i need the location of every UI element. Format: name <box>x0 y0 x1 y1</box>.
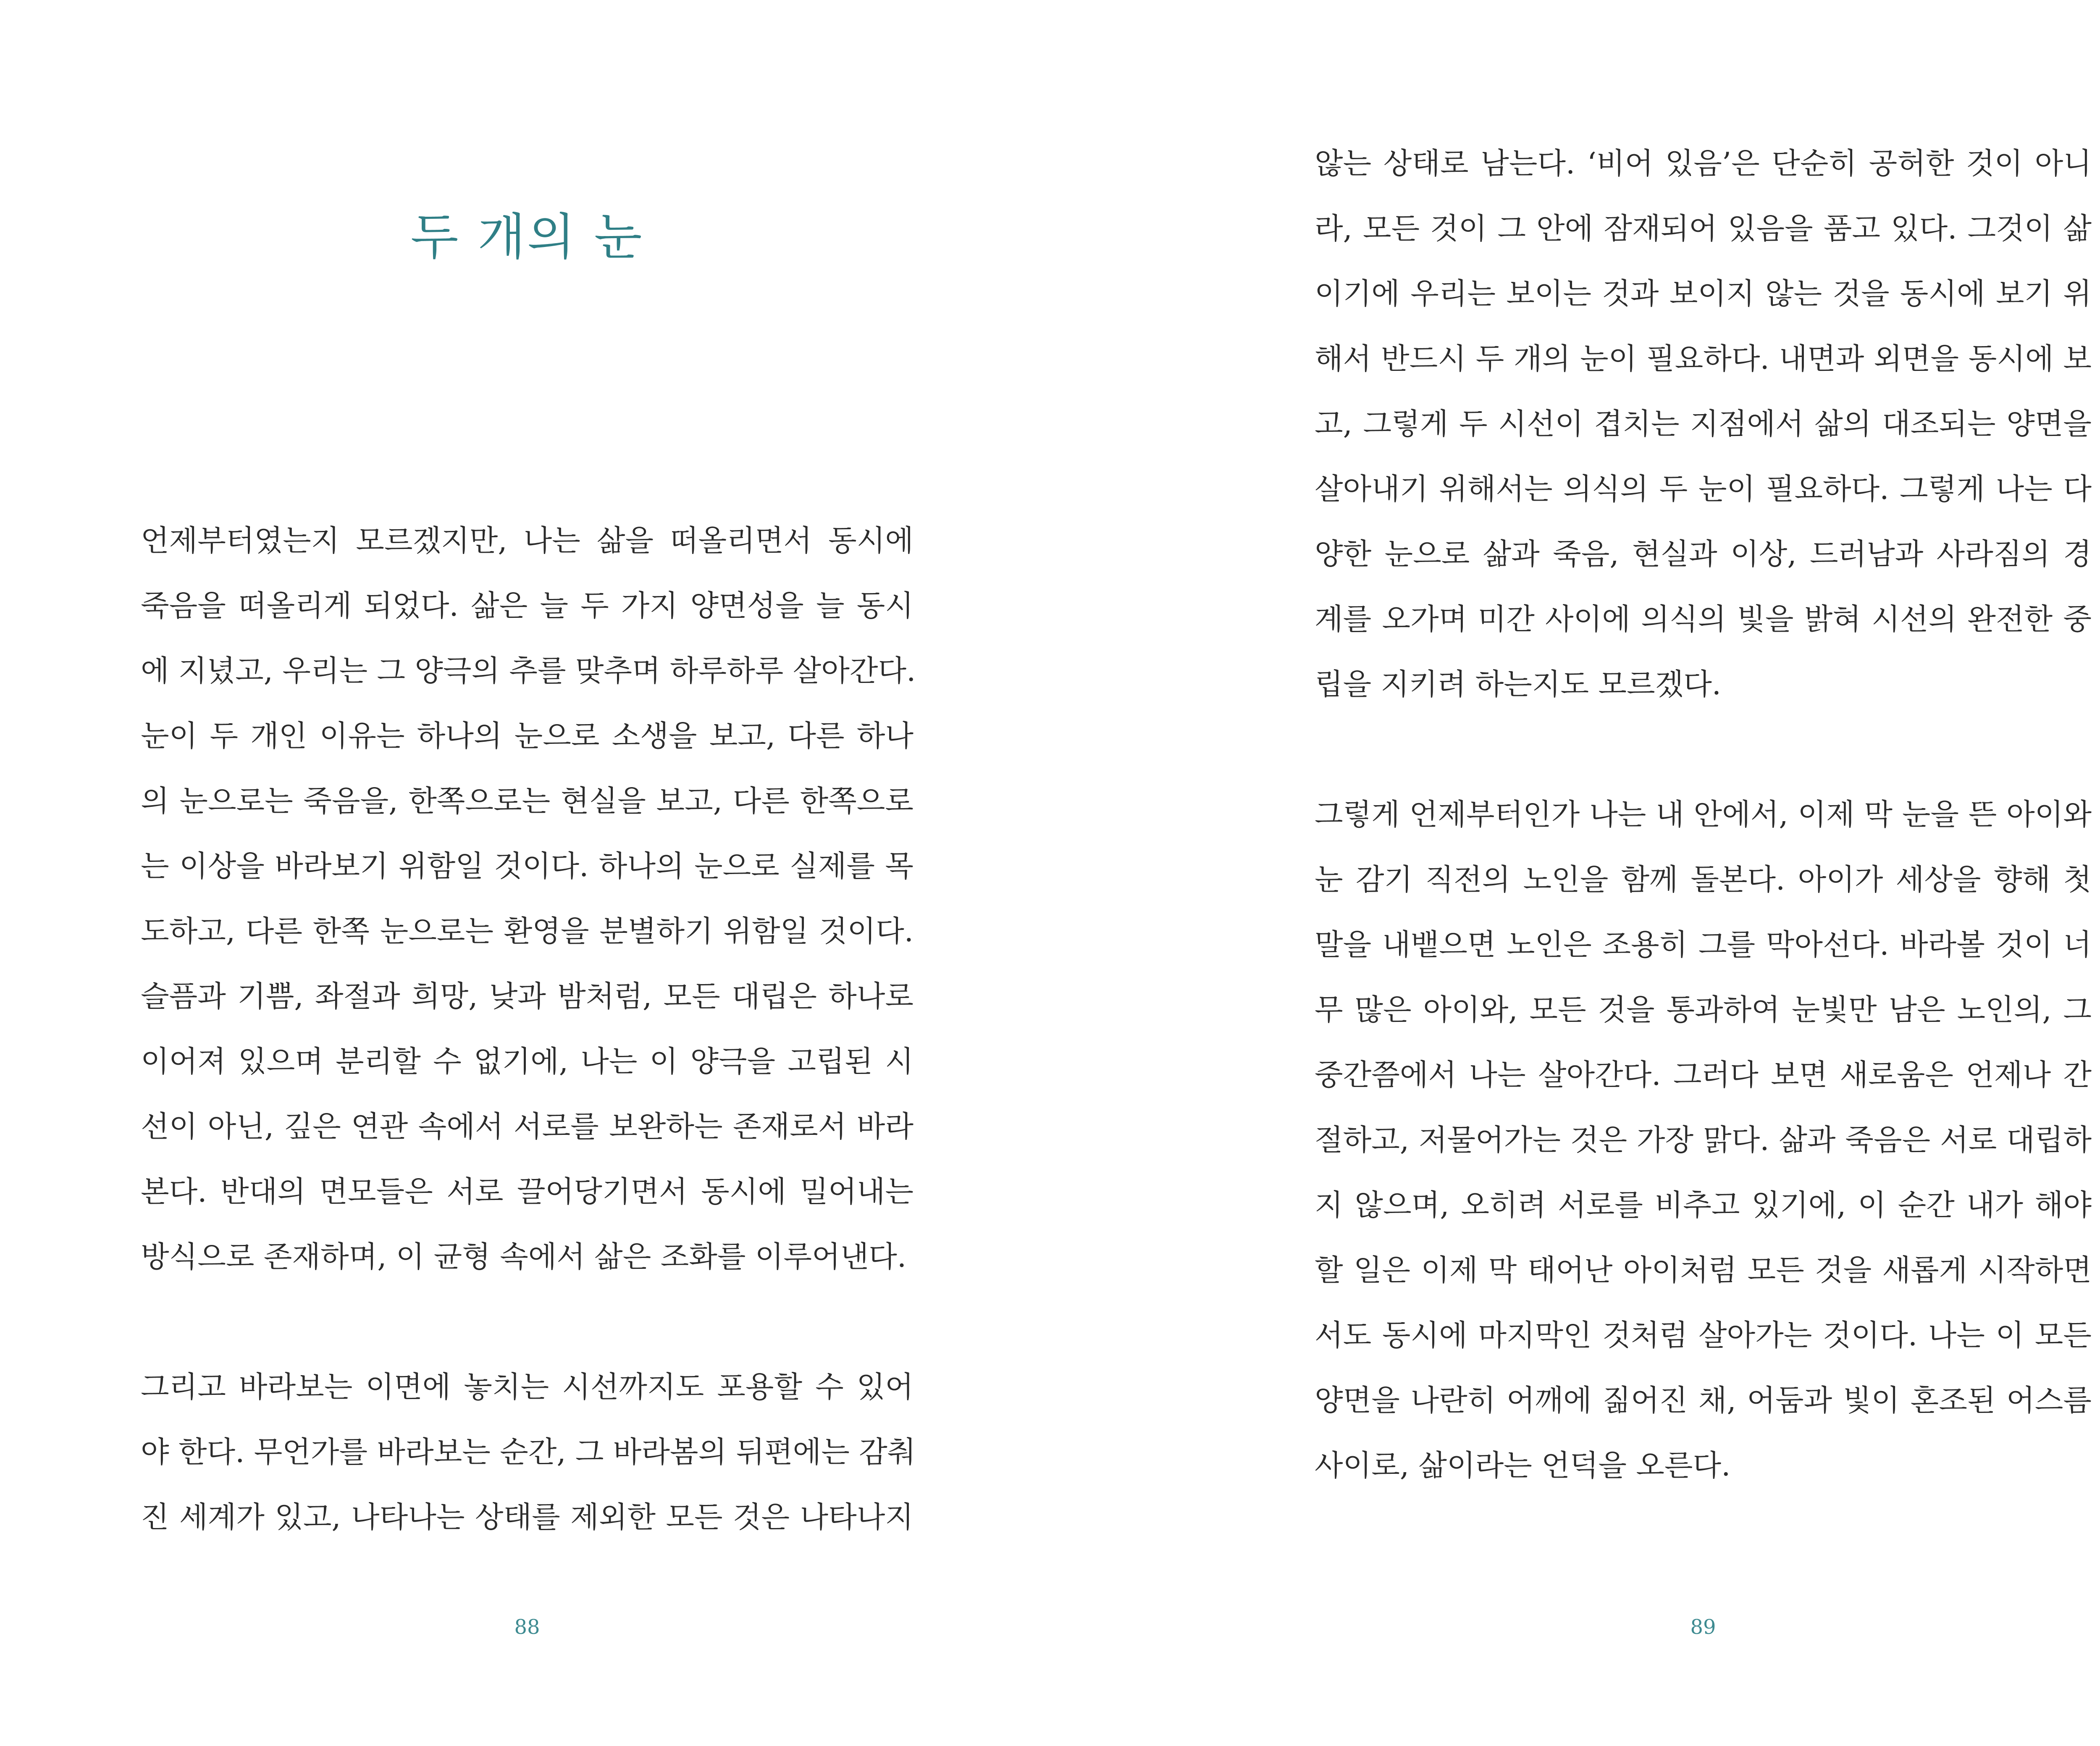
text-line: 도하고, 다른 한쪽 눈으로는 환영을 분별하기 위함일 것이다. <box>141 914 914 948</box>
paragraph <box>141 1355 914 1550</box>
text-line: 라, 모든 것이 그 안에 잠재되어 있음을 품고 있다. 그것이 삶 <box>1315 211 2092 246</box>
text-line: 사이로, 삶이라는 언덕을 오른다. <box>1315 1448 1731 1483</box>
text-line: 양한 눈으로 삶과 죽음, 현실과 이상, 드러남과 사라짐의 경 <box>1315 537 2092 571</box>
text-line: 눈이 두 개인 이유는 하나의 눈으로 소생을 보고, 다른 하나 <box>141 719 914 753</box>
text-line: 진 세계가 있고, 나타나는 상태를 제외한 모든 것은 나타나지 <box>141 1500 914 1534</box>
text-line: 지 않으며, 오히려 서로를 비추고 있기에, 이 순간 내가 해야 <box>1315 1188 2092 1222</box>
text-line: 서도 동시에 마지막인 것처럼 살아가는 것이다. 나는 이 모든 <box>1315 1318 2092 1352</box>
text-line: 해서 반드시 두 개의 눈이 필요하다. 내면과 외면을 동시에 보 <box>1315 341 2092 376</box>
text-line: 는 이상을 바라보기 위함일 것이다. 하나의 눈으로 실제를 목 <box>141 849 914 883</box>
text-line: 이기에 우리는 보이는 것과 보이지 않는 것을 동시에 보기 위 <box>1315 276 2092 311</box>
paragraph <box>141 508 914 1289</box>
text-line: 말을 내뱉으면 노인은 조용히 그를 막아선다. 바라볼 것이 너 <box>1315 927 2092 962</box>
text-line: 야 한다. 무언가를 바라보는 순간, 그 바라봄의 뒤편에는 감춰 <box>141 1435 916 1469</box>
text-line: 할 일은 이제 막 태어난 아이처럼 모든 것을 새롭게 시작하면 <box>1315 1253 2092 1287</box>
text-line: 에 지녔고, 우리는 그 양극의 추를 맞추며 하루하루 살아간다. <box>141 654 916 688</box>
text-line: 않는 상태로 남는다. ‘비어 있음’은 단순히 공허한 것이 아니 <box>1315 146 2092 181</box>
text-line: 절하고, 저물어가는 것은 가장 맑다. 삶과 죽음은 서로 대립하 <box>1315 1123 2092 1157</box>
text-line: 이어져 있으며 분리할 수 없기에, 나는 이 양극을 고립된 시 <box>141 1044 914 1079</box>
paragraph-gap <box>1315 717 2092 782</box>
text-line: 죽음을 떠올리게 되었다. 삶은 늘 두 가지 양면성을 늘 동시 <box>141 588 914 623</box>
text-line: 슬픔과 기쁨, 좌절과 희망, 낮과 밤처럼, 모든 대립은 하나로 <box>141 979 914 1013</box>
text-line: 살아내기 위해서는 의식의 두 눈이 필요하다. 그렇게 나는 다 <box>1315 472 2092 506</box>
page-number: 89 <box>1690 1615 1716 1639</box>
text-line: 의 눈으로는 죽음을, 한쪽으로는 현실을 보고, 다른 한쪽으로 <box>141 784 914 818</box>
text-line: 방식으로 존재하며, 이 균형 속에서 삶은 조화를 이루어낸다. <box>141 1239 907 1274</box>
text-line: 무 많은 아이와, 모든 것을 통과하여 눈빛만 남은 노인의, 그 <box>1315 992 2092 1027</box>
text-line: 고, 그렇게 두 시선이 겹치는 지점에서 삶의 대조되는 양면을 <box>1315 407 2092 441</box>
right-page-text <box>1315 131 2092 1498</box>
left-page <box>141 0 914 1746</box>
text-line: 눈 감기 직전의 노인을 함께 돌본다. 아이가 세상을 향해 첫 <box>1315 862 2092 897</box>
text-line: 양면을 나란히 어깨에 짊어진 채, 어둠과 빛이 혼조된 어스름 <box>1315 1383 2092 1418</box>
page-number: 88 <box>514 1615 540 1639</box>
text-line: 선이 아닌, 깊은 연관 속에서 서로를 보완하는 존재로서 바라 <box>141 1109 914 1144</box>
chapter-title: 두 개의 눈 <box>410 208 644 266</box>
text-line: 그렇게 언제부터인가 나는 내 안에서, 이제 막 눈을 뜬 아이와 <box>1315 797 2092 832</box>
text-line: 본다. 반대의 면모들은 서로 끌어당기면서 동시에 밀어내는 <box>141 1174 914 1209</box>
text-line: 그리고 바라보는 이면에 놓치는 시선까지도 포용할 수 있어 <box>141 1370 914 1404</box>
text-line: 계를 오가며 미간 사이에 의식의 빛을 밝혀 시선의 완전한 중 <box>1315 602 2092 636</box>
paragraph-gap <box>141 1289 914 1355</box>
right-page <box>1315 0 2092 1746</box>
paragraph <box>1315 782 2092 1498</box>
left-page-text <box>141 508 914 1550</box>
text-line: 중간쯤에서 나는 살아간다. 그러다 보면 새로움은 언제나 간 <box>1315 1058 2092 1092</box>
text-line: 언제부터였는지 모르겠지만, 나는 삶을 떠올리면서 동시에 <box>141 523 914 558</box>
text-line: 립을 지키려 하는지도 모르겠다. <box>1315 667 1722 701</box>
paragraph <box>1315 131 2092 717</box>
